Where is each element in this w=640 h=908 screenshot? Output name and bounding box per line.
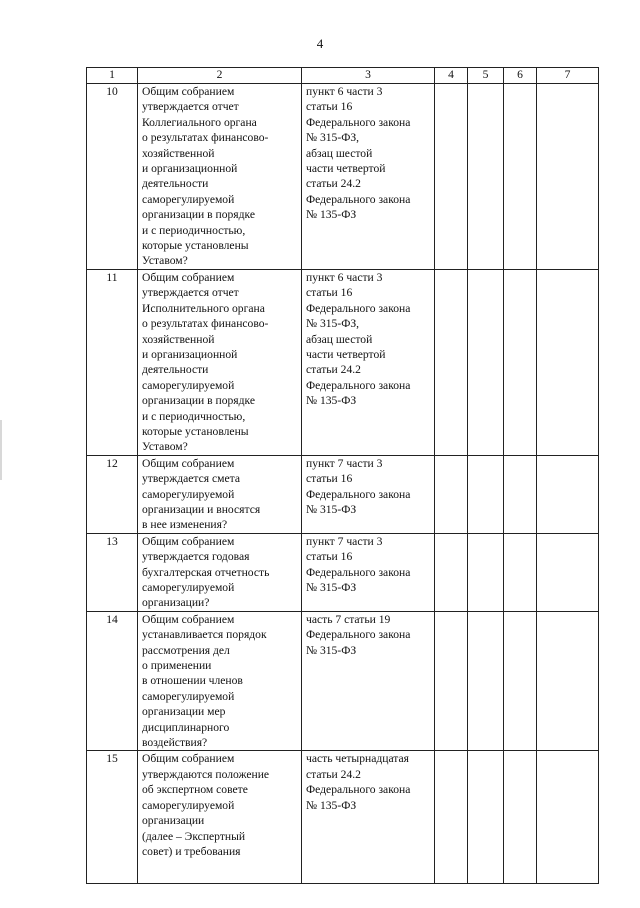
empty-cell: [468, 84, 504, 270]
reference-cell: пункт 7 части 3 статьи 16 Федерального закона № 315-ФЗ: [302, 455, 435, 533]
reference-cell: часть 7 статьи 19 Федерального закона № 315-ФЗ: [302, 611, 435, 751]
reference-cell: часть четырнадцатая статьи 24.2 Федерального закона № 135-ФЗ: [302, 751, 435, 884]
row-number: 14: [87, 611, 138, 751]
question-cell: Общим собранием утверждается годовая бухгалтерская отчетность саморегулируемой организации?: [138, 533, 302, 611]
col-header: 5: [468, 68, 504, 84]
empty-cell: [504, 269, 537, 455]
col-header: 7: [537, 68, 599, 84]
empty-cell: [468, 455, 504, 533]
empty-cell: [435, 751, 468, 884]
empty-cell: [537, 611, 599, 751]
empty-cell: [435, 84, 468, 270]
table-row: [87, 751, 599, 884]
empty-cell: [435, 269, 468, 455]
col-header: 1: [87, 68, 138, 84]
empty-cell: [468, 269, 504, 455]
row-number: 13: [87, 533, 138, 611]
question-cell: Общим собранием устанавливается порядок рассмотрения дел о применении в отношении членов саморегулируемой организации мер дисциплинарного воздействия?: [138, 611, 302, 751]
empty-cell: [537, 751, 599, 884]
empty-cell: [435, 533, 468, 611]
col-header: 2: [138, 68, 302, 84]
empty-cell: [468, 751, 504, 884]
empty-cell: [537, 455, 599, 533]
empty-cell: [435, 455, 468, 533]
empty-cell: [504, 751, 537, 884]
col-header: 4: [435, 68, 468, 84]
empty-cell: [537, 533, 599, 611]
empty-cell: [537, 269, 599, 455]
col-header: 6: [504, 68, 537, 84]
page-number: 4: [316, 36, 324, 51]
empty-cell: [504, 84, 537, 270]
table-row: [87, 269, 599, 455]
header-row: [87, 68, 599, 84]
row-number: 12: [87, 455, 138, 533]
scan-shadow: [0, 420, 2, 480]
question-cell: Общим собранием утверждаются положение об экспертном совете саморегулируемой организации (далее – Экспертный совет) и требования: [138, 751, 302, 884]
table-row: [87, 455, 599, 533]
question-cell: Общим собранием утверждается отчет Исполнительного органа о результатах финансово- хозяйственной и организационной деятельности саморегулируемой организации в порядке и с периодичностью, которые установлены Уставом?: [138, 269, 302, 455]
question-cell: Общим собранием утверждается смета саморегулируемой организации и вносятся в нее изменения?: [138, 455, 302, 533]
checklist-table: [86, 67, 599, 884]
empty-cell: [537, 84, 599, 270]
table-row: [87, 611, 599, 751]
reference-cell: пункт 6 части 3 статьи 16 Федерального закона № 315-ФЗ, абзац шестой части четвертой статьи 24.2 Федерального закона № 135-ФЗ: [302, 84, 435, 270]
row-number: 10: [87, 84, 138, 270]
table-row: [87, 84, 599, 270]
question-cell: Общим собранием утверждается отчет Коллегиального органа о результатах финансово- хозяйственной и организационной деятельности саморегулируемой организации в порядке и с периодичностью, которые установлены Уставом?: [138, 84, 302, 270]
table-row: [87, 533, 599, 611]
reference-cell: пункт 6 части 3 статьи 16 Федерального закона № 315-ФЗ, абзац шестой части четвертой статьи 24.2 Федерального закона № 135-ФЗ: [302, 269, 435, 455]
empty-cell: [504, 611, 537, 751]
col-header: 3: [302, 68, 435, 84]
empty-cell: [468, 533, 504, 611]
empty-cell: [504, 533, 537, 611]
empty-cell: [504, 455, 537, 533]
row-number: 11: [87, 269, 138, 455]
reference-cell: пункт 7 части 3 статьи 16 Федерального закона № 315-ФЗ: [302, 533, 435, 611]
empty-cell: [435, 611, 468, 751]
row-number: 15: [87, 751, 138, 884]
empty-cell: [468, 611, 504, 751]
